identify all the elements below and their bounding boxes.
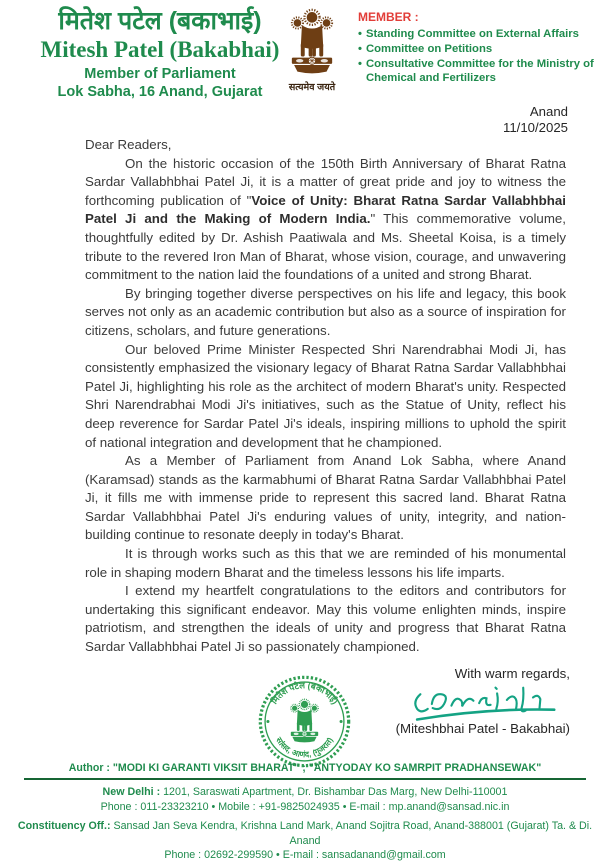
lion-capital-icon	[284, 4, 340, 80]
seal-top-text: मितेश पटेल (बकाभाई)	[269, 680, 341, 706]
mp-name-english: Mitesh Patel (Bakabhai)	[40, 37, 280, 62]
author-line: Author : "MODI KI GARANTI VIKSIT BHARAT" ; "ANTYODAY KO SAMRPIT PRADHANSEWAK"	[68, 762, 542, 774]
letter-place: Anand	[529, 104, 568, 119]
delhi-contacts-line: Phone : 011-23323210 • Mobile : +91-9825024935 • E-mail : mp.anand@sansad.nic.in	[100, 800, 510, 813]
letter-paragraph: Our beloved Prime Minister Respected Shri Narendrabhai Modi Ji, has consistently emphasized the visionary legacy of Bharat Ratna Sardar Vallabhbhai Patel Ji, highlighting his role as the architect of modern Bharat's unity. Respected Shri Narendrabhai Modi Ji's initiatives, such as the Statue of Unity, reflect his deep reverence for Sardar Patel Ji's ideals, inspiring millions to uphold the spirit of national integration and development that he championed.	[85, 341, 566, 450]
salutation: Dear Readers,	[85, 137, 172, 152]
seal-bottom-text: सांसद, आणंद, (गुजरात)	[274, 735, 335, 760]
book-title: Voice of Unity: Bharat Ratna Sardar Vallabhbhai Patel Ji and the Making of Modern India.	[85, 192, 566, 227]
letter-body	[85, 136, 566, 657]
mp-name-hindi: मितेश पटेल (बकाभाई)	[58, 7, 262, 35]
bullet-icon: •	[358, 43, 362, 55]
mp-title: Member of Parliament	[84, 66, 236, 82]
signatory-name: (Miteshbhai Patel - Bakabhai)	[395, 721, 570, 736]
letter-paragraph: As a Member of Parliament from Anand Lok Sabha, where Anand (Karamsad) stands as the karmabhumi of Bharat Ratna Sardar Vallabhbhai Patel Ji, it fills me with immense pride to represent this sacred land. Bharat Ratna Sardar Vallabhbhai Patel Ji's enduring values of unity, integrity, and nation-building continue to resonate deeply in today's Bharat.	[85, 453, 566, 543]
closing-line: With warm regards,	[454, 666, 570, 681]
mp-constituency: Lok Sabha, 16 Anand, Gujarat	[57, 84, 263, 100]
letterhead-identity	[12, 6, 308, 101]
constituency-contacts-line: Phone : 02692-299590 • E-mail : sansadanand@gmail.com	[164, 849, 446, 861]
footer	[0, 762, 610, 863]
letter-paragraph: By bringing together diverse perspectives on his life and legacy, this book serves not only as an academic contribution but also as a source of inspiration for citizens, scholars, and future generations.	[85, 285, 566, 338]
constituency-label: Constituency Off.:	[17, 820, 111, 832]
committee-item: • Consultative Committee for the Ministry of Chemical and Fertilizers	[358, 58, 594, 84]
member-committees	[358, 10, 604, 86]
bullet-icon: •	[358, 28, 362, 40]
letter-paragraph: It is through works such as this that we are reminded of his monumental role in shaping modern Bharat and the timeless lessons his life imparts.	[85, 546, 566, 580]
constituency-address-line: Constituency Off.: Sansad Jan Seva Kendra, Krishna Land Mark, Anand Sojitra Road, Anand-388001 (Gujarat) Ta. & Di. Anand	[17, 820, 593, 847]
date-block	[503, 104, 568, 136]
national-emblem	[281, 4, 343, 93]
committee-item: • Standing Committee on External Affairs	[358, 28, 579, 40]
member-heading: MEMBER :	[358, 10, 419, 24]
signature-icon	[409, 682, 564, 726]
emblem-motto: सत्यमेव जयते	[288, 82, 336, 93]
letter-paragraph: I extend my heartfelt congratulations to the editors and contributors for undertaking this significant endeavor. May this volume enlighten minds, inspire patriotism, and strengthen the ideals of unity and progress that Bharat Ratna Sardar Vallabhbhai Patel Ji so passionately championed.	[85, 583, 566, 655]
committee-item: • Committee on Petitions	[358, 43, 493, 55]
letter-paragraph: On the historic occasion of the 150th Birth Anniversary of Bharat Ratna Sardar Vallabhbhai Patel Ji, it is a matter of great pride and joy to witness the forthcoming publication of "Voice of Unity: Bharat Ratna Sardar Vallabhbhai Patel Ji and the Making of Modern India." This commemorative volume, thoughtfully edited by Dr. Ashish Paatiwala and Ms. Sheetal Koisa, is a timely tribute to the revered Iron Man of Bharat, whose vision, courage, and unwavering commitment to the nation laid the foundations of a united and strong Bharat.	[85, 155, 566, 283]
seal-icon	[257, 674, 352, 769]
footer-divider	[24, 778, 586, 780]
bullet-icon: •	[358, 58, 362, 70]
delhi-address-line: New Delhi : 1201, Saraswati Apartment, Dr. Bishambar Das Marg, New Delhi-110001	[102, 786, 508, 798]
signoff-block	[330, 666, 570, 736]
letter-date: 11/10/2025	[502, 120, 568, 135]
official-seal	[257, 674, 352, 769]
committee-list	[358, 27, 604, 85]
delhi-label: New Delhi :	[102, 786, 161, 798]
